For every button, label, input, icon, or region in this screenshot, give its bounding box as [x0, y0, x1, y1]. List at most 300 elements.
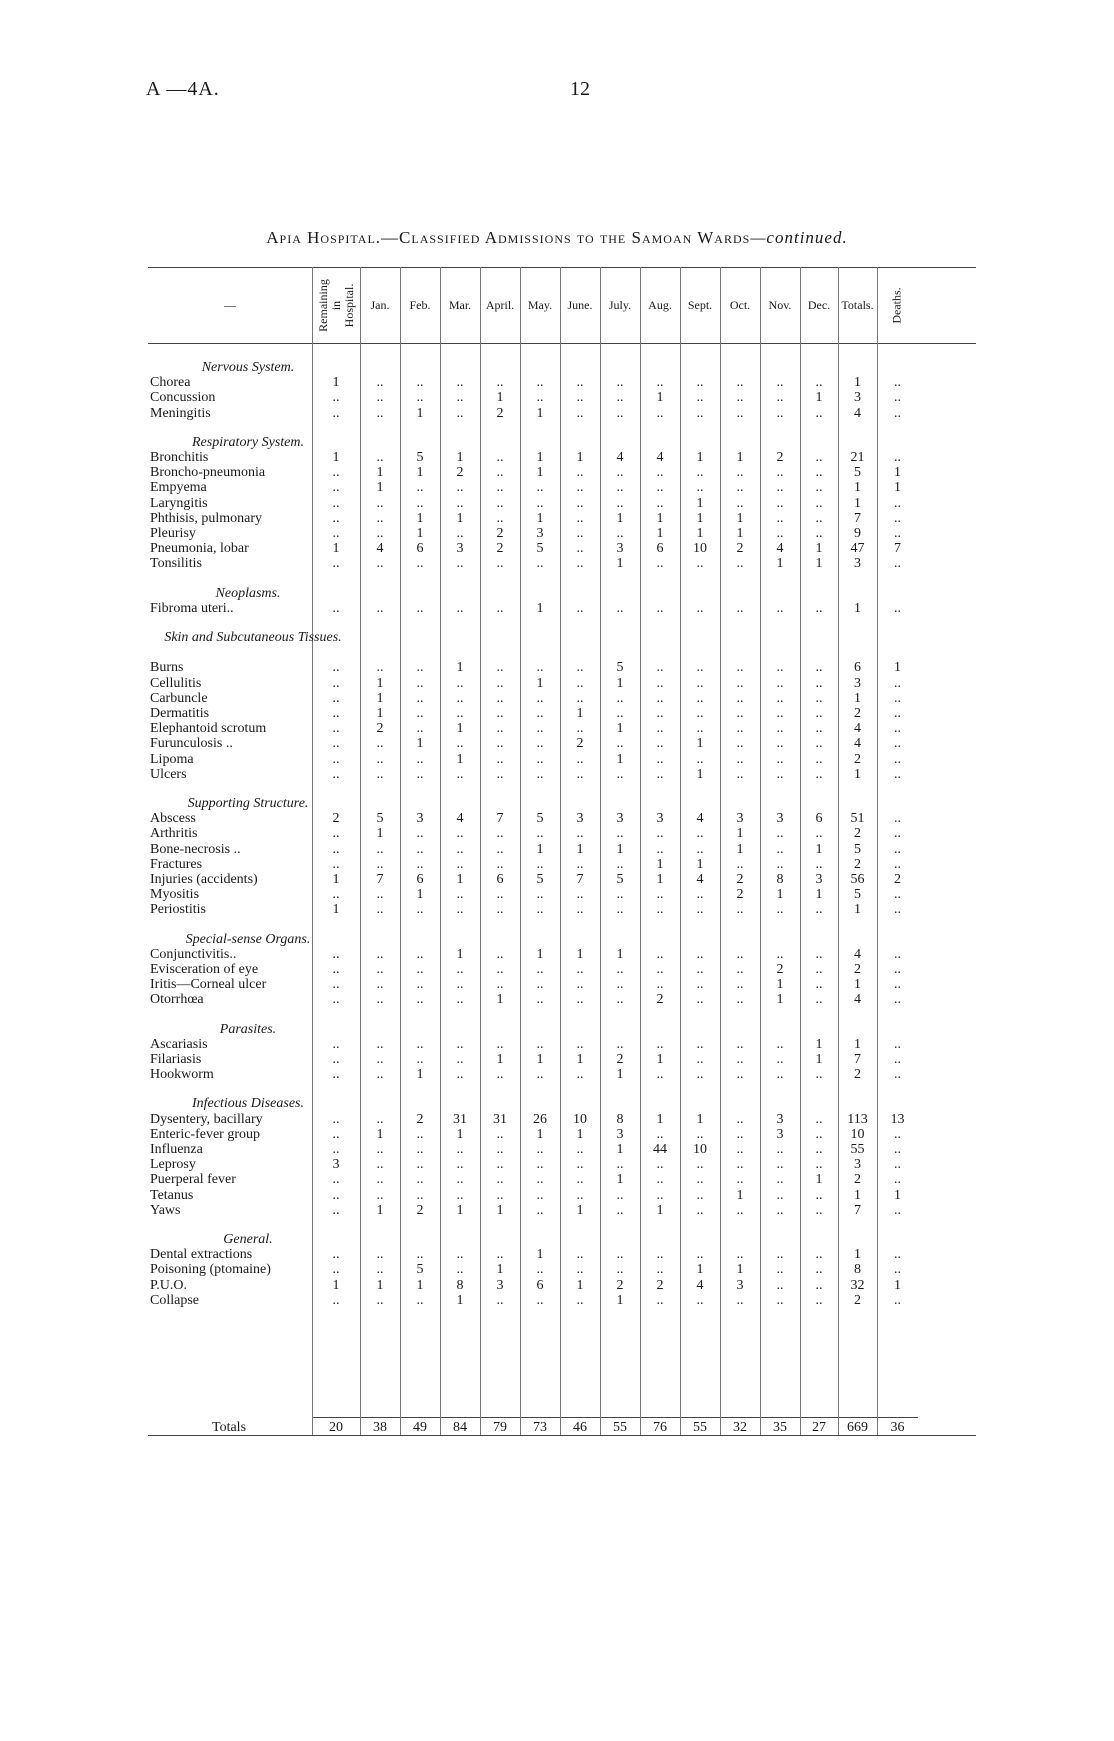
row-cell: ..	[815, 1067, 823, 1083]
row-cell: 4	[616, 450, 624, 465]
row-cell: ..	[894, 902, 901, 918]
column-header-label: Deaths.	[889, 286, 904, 324]
row-cell: ..	[536, 1067, 544, 1083]
row-cell: ..	[696, 977, 704, 993]
row-cell: ..	[815, 660, 823, 676]
row-cell: ..	[776, 660, 784, 676]
row-cell: ..	[736, 390, 744, 406]
row-cell: ..	[656, 826, 664, 842]
row-cell: 7	[854, 510, 861, 526]
table-row	[148, 1157, 976, 1173]
row-cell: 113	[847, 1111, 868, 1127]
row-cell: ..	[656, 1036, 664, 1052]
row-cell: ..	[576, 856, 584, 872]
row-cell: ..	[815, 450, 823, 465]
row-cell: ..	[376, 736, 384, 752]
row-cell: ..	[376, 390, 384, 406]
row-cell: 56	[850, 872, 865, 887]
row-cell: ..	[894, 811, 901, 827]
table-row	[148, 556, 976, 572]
row-cell: ..	[776, 946, 784, 962]
row-cell: ..	[496, 962, 504, 977]
row-cell: ..	[536, 480, 544, 496]
row-cell: 1	[696, 1111, 704, 1127]
row-cell: ..	[815, 1157, 823, 1173]
row-cell: 2	[776, 450, 784, 465]
totals-cell: 84	[453, 1420, 467, 1435]
row-cell: ..	[416, 992, 424, 1008]
row-cell: ..	[776, 1142, 784, 1157]
row-cell: ..	[536, 1172, 544, 1188]
row-cell: 2	[854, 1067, 861, 1083]
row-cell: ..	[496, 856, 504, 872]
row-cell: 1	[696, 766, 704, 782]
row-cell: ..	[776, 706, 784, 721]
row-cell: ..	[894, 721, 901, 737]
row-cell: 4	[656, 450, 664, 465]
row-cell: ..	[894, 556, 901, 572]
row-cell: 2	[496, 405, 504, 421]
row-cell: ..	[456, 736, 464, 752]
row-cell: 1	[776, 887, 784, 903]
row-cell: ..	[656, 480, 664, 496]
row-cell: ..	[894, 856, 901, 872]
row-cell: 1	[616, 946, 624, 962]
row-cell: ..	[696, 690, 704, 706]
row-cell: ..	[616, 495, 624, 511]
table-row	[148, 1203, 976, 1219]
row-cell: ..	[656, 1247, 664, 1263]
row-cell: 2	[736, 887, 744, 903]
row-cell: 1	[376, 1202, 384, 1218]
row-cell: ..	[456, 1262, 464, 1278]
row-cell: 4	[854, 992, 861, 1008]
row-cell: ..	[776, 390, 784, 406]
row-cell: ..	[576, 721, 584, 737]
row-cell: ..	[815, 1187, 823, 1203]
section-heading: Nervous System.	[201, 360, 295, 375]
row-cell: ..	[332, 751, 340, 767]
table-row	[148, 1188, 976, 1204]
row-cell: 3	[736, 811, 744, 827]
row-cell: 2	[332, 811, 340, 827]
row-cell: ..	[576, 887, 584, 903]
totals-cell: 55	[693, 1420, 707, 1435]
row-cell: ..	[656, 887, 664, 903]
row-cell: 1	[894, 1277, 901, 1293]
row-cell: ..	[815, 1142, 823, 1157]
column-header	[440, 267, 480, 343]
row-cell: ..	[332, 1187, 340, 1203]
row-cell: ..	[416, 1157, 424, 1173]
row-cell: 2	[854, 706, 861, 721]
table-row	[148, 826, 976, 842]
row-cell: ..	[376, 1052, 384, 1067]
row-cell: ..	[416, 962, 424, 977]
row-cell: 4	[696, 1277, 704, 1293]
row-label: Evisceration of eye	[150, 962, 259, 977]
row-label: Puerperal fever	[150, 1172, 236, 1188]
row-cell: 6	[416, 872, 424, 887]
row-cell: ..	[736, 690, 744, 706]
row-cell: 1	[536, 405, 544, 421]
row-cell: ..	[576, 1292, 584, 1308]
row-cell: 5	[616, 872, 624, 887]
row-cell: ..	[536, 1187, 544, 1203]
row-cell: ..	[416, 1052, 424, 1067]
row-cell: ..	[536, 887, 544, 903]
row-cell: 1	[736, 1187, 744, 1203]
row-cell: ..	[332, 600, 340, 616]
row-cell: 3	[576, 811, 584, 827]
row-cell: ..	[815, 1292, 823, 1308]
row-cell: ..	[576, 600, 584, 616]
row-cell: ..	[456, 375, 464, 391]
row-cell: ..	[616, 1262, 624, 1278]
row-cell: ..	[576, 541, 584, 557]
row-cell: ..	[416, 1126, 424, 1142]
row-cell: ..	[416, 556, 424, 572]
row-label: Poisoning (ptomaine)	[150, 1262, 271, 1278]
row-cell: 3	[416, 811, 424, 827]
section-heading: Skin and Subcutaneous Tissues.	[164, 630, 342, 645]
column-header-label: June.	[567, 297, 593, 312]
row-cell: ..	[894, 962, 901, 977]
row-cell: ..	[656, 1187, 664, 1203]
row-cell: ..	[736, 1052, 744, 1067]
row-cell: ..	[736, 856, 744, 872]
row-cell: 3	[776, 1111, 784, 1127]
row-label: Elephantoid scrotum	[150, 721, 267, 737]
row-cell: ..	[736, 465, 744, 481]
row-cell: ..	[576, 1036, 584, 1052]
row-cell: ..	[696, 375, 704, 391]
row-label: Broncho-pneumonia	[150, 465, 266, 481]
row-cell: 1	[696, 510, 704, 526]
row-cell: ..	[894, 1172, 901, 1188]
table-row	[148, 1112, 976, 1128]
row-cell: ..	[456, 690, 464, 706]
column-header	[560, 267, 600, 343]
row-cell: ..	[376, 1292, 384, 1308]
row-cell: ..	[332, 390, 340, 406]
row-cell: ..	[332, 510, 340, 526]
row-cell: ..	[496, 751, 504, 767]
row-cell: ..	[536, 390, 544, 406]
row-label: Myositis	[150, 887, 200, 903]
row-cell: ..	[416, 1172, 424, 1188]
row-cell: ..	[736, 675, 744, 691]
row-cell: ..	[616, 1157, 624, 1173]
row-cell: 1	[536, 675, 544, 691]
row-cell: ..	[536, 1142, 544, 1157]
row-cell: ..	[815, 706, 823, 721]
table-row	[148, 676, 976, 692]
row-cell: ..	[416, 690, 424, 706]
row-cell: ..	[776, 1247, 784, 1263]
row-cell: ..	[616, 375, 624, 391]
row-cell: ..	[496, 1172, 504, 1188]
row-label: Ulcers	[150, 766, 187, 782]
row-cell: ..	[332, 1067, 340, 1083]
row-cell: ..	[776, 600, 784, 616]
row-cell: ..	[376, 887, 384, 903]
row-cell: ..	[815, 977, 823, 993]
row-cell: 7	[376, 872, 384, 887]
row-cell: ..	[656, 751, 664, 767]
row-cell: ..	[776, 902, 784, 918]
row-cell: ..	[576, 390, 584, 406]
table-row	[148, 406, 976, 422]
row-cell: 1	[815, 556, 823, 572]
row-cell: 1	[696, 495, 704, 511]
section-heading: Neoplasms.	[215, 585, 281, 601]
row-label: Iritis—Corneal ulcer	[150, 977, 267, 993]
row-cell: 1	[456, 946, 464, 962]
row-cell: 1	[456, 1292, 464, 1308]
row-cell: ..	[332, 946, 340, 962]
row-cell: 1	[815, 887, 823, 903]
row-cell: ..	[776, 675, 784, 691]
row-cell: ..	[496, 510, 504, 526]
row-cell: ..	[776, 465, 784, 481]
row-cell: ..	[536, 826, 544, 842]
row-cell: ..	[416, 1247, 424, 1263]
table-row	[148, 1052, 976, 1068]
table-row	[148, 857, 976, 873]
row-cell: ..	[894, 1142, 901, 1157]
row-cell: 1	[696, 856, 704, 872]
row-cell: ..	[776, 510, 784, 526]
row-cell: 1	[456, 450, 464, 465]
row-cell: 1	[736, 826, 744, 842]
row-cell: 3	[854, 390, 861, 406]
row-cell: 1	[416, 465, 424, 481]
row-cell: ..	[332, 495, 340, 511]
table-row	[148, 872, 976, 888]
row-cell: ..	[332, 675, 340, 691]
row-cell: 1	[536, 510, 544, 526]
row-cell: ..	[536, 721, 544, 737]
row-cell: ..	[456, 962, 464, 977]
row-cell: ..	[894, 751, 901, 767]
row-cell: ..	[696, 992, 704, 1008]
row-cell: 8	[456, 1277, 464, 1293]
row-cell: 2	[854, 751, 861, 767]
row-cell: 31	[493, 1111, 507, 1127]
row-cell: 1	[776, 977, 784, 993]
row-cell: 4	[854, 736, 861, 752]
row-cell: 1	[536, 1247, 544, 1263]
row-cell: ..	[456, 1036, 464, 1052]
row-cell: ..	[776, 841, 784, 857]
row-cell: ..	[815, 526, 823, 541]
totals-cell: 36	[890, 1420, 905, 1435]
row-cell: ..	[576, 751, 584, 767]
row-cell: 1	[656, 856, 664, 872]
table-row	[148, 450, 976, 466]
row-cell: 7	[894, 541, 901, 557]
row-cell: ..	[576, 375, 584, 391]
row-cell: ..	[576, 766, 584, 782]
row-cell: ..	[696, 556, 704, 572]
column-header	[360, 267, 400, 343]
totals-row	[148, 1420, 976, 1436]
row-cell: ..	[894, 375, 901, 391]
totals-label: Totals	[212, 1420, 247, 1435]
row-cell: ..	[616, 992, 624, 1008]
row-cell: 1	[536, 1126, 544, 1142]
row-cell: 1	[815, 1052, 823, 1067]
column-header-label: Jan.	[370, 297, 390, 312]
row-label: Leprosy	[150, 1157, 196, 1173]
row-cell: 1	[456, 1202, 464, 1218]
row-cell: ..	[815, 495, 823, 511]
row-cell: ..	[656, 556, 664, 572]
row-label: Lipoma	[150, 751, 194, 767]
column-header	[640, 267, 680, 343]
row-cell: 5	[416, 450, 424, 465]
row-cell: ..	[456, 992, 464, 1008]
row-cell: ..	[815, 856, 823, 872]
row-label: Enteric-fever group	[150, 1126, 260, 1142]
row-cell: 10	[850, 1126, 865, 1142]
row-cell: ..	[656, 706, 664, 721]
row-cell: 1	[894, 660, 901, 676]
row-cell: ..	[576, 1067, 584, 1083]
row-cell: ..	[616, 766, 624, 782]
table-row	[148, 842, 976, 858]
row-cell: ..	[894, 992, 901, 1008]
row-cell: ..	[894, 1036, 901, 1052]
row-cell: 1	[416, 1277, 424, 1293]
row-cell: 1	[736, 450, 744, 465]
row-cell: ..	[536, 992, 544, 1008]
table-row	[148, 962, 976, 978]
row-cell: 5	[536, 541, 544, 557]
row-cell: 1	[456, 751, 464, 767]
row-cell: 1	[815, 841, 823, 857]
table-row	[148, 977, 976, 993]
row-cell: 1	[536, 1052, 544, 1067]
title-main: Apia Hospital.—Classified Admissions to the Samoan Wards	[266, 228, 751, 247]
row-cell: ..	[332, 766, 340, 782]
row-cell: ..	[536, 902, 544, 918]
row-cell: 55	[850, 1142, 865, 1157]
page-number: 12	[570, 78, 590, 100]
row-cell: ..	[376, 510, 384, 526]
row-cell: ..	[496, 887, 504, 903]
row-cell: ..	[776, 1157, 784, 1173]
row-cell: ..	[776, 526, 784, 541]
row-cell: 5	[854, 465, 861, 481]
row-cell: ..	[536, 751, 544, 767]
row-cell: 2	[854, 1172, 861, 1188]
row-cell: ..	[496, 660, 504, 676]
row-cell: ..	[616, 405, 624, 421]
row-cell: ..	[376, 405, 384, 421]
table-row	[148, 526, 976, 542]
column-header	[312, 267, 360, 343]
table-row	[148, 1262, 976, 1278]
table-row	[148, 811, 976, 827]
row-cell: ..	[496, 977, 504, 993]
row-cell: ..	[736, 495, 744, 511]
section-heading: General.	[223, 1232, 273, 1247]
row-cell: ..	[776, 1292, 784, 1308]
row-cell: ..	[776, 1036, 784, 1052]
row-cell: 6	[416, 541, 424, 557]
row-label: Influenza	[150, 1142, 203, 1157]
row-cell: ..	[496, 841, 504, 857]
row-cell: ..	[736, 405, 744, 421]
row-cell: ..	[776, 1187, 784, 1203]
row-label: Arthritis	[150, 826, 198, 842]
column-header	[480, 267, 520, 343]
row-cell: 1	[815, 1172, 823, 1188]
row-cell: ..	[616, 465, 624, 481]
row-cell: 7	[576, 872, 584, 887]
row-cell: ..	[656, 946, 664, 962]
table-title	[0, 228, 1114, 248]
row-cell: ..	[496, 1036, 504, 1052]
row-cell: ..	[815, 405, 823, 421]
row-cell: ..	[736, 660, 744, 676]
row-cell: ..	[496, 902, 504, 918]
row-cell: ..	[616, 1036, 624, 1052]
row-cell: ..	[332, 826, 340, 842]
row-cell: ..	[656, 962, 664, 977]
row-cell: ..	[894, 526, 901, 541]
column-header	[148, 267, 312, 343]
row-cell: ..	[696, 675, 704, 691]
row-cell: ..	[332, 1262, 340, 1278]
row-cell: ..	[416, 600, 424, 616]
row-label: Concussion	[150, 390, 216, 406]
row-cell: ..	[376, 962, 384, 977]
row-cell: ..	[815, 1247, 823, 1263]
row-cell: 4	[376, 541, 384, 557]
row-cell: ..	[536, 706, 544, 721]
row-cell: ..	[496, 826, 504, 842]
row-label: Dysentery, bacillary	[150, 1111, 263, 1127]
row-cell: 4	[854, 405, 861, 421]
row-cell: 1	[656, 526, 664, 541]
row-cell: 5	[416, 1262, 424, 1278]
row-cell: 10	[573, 1111, 587, 1127]
row-cell: ..	[736, 1067, 744, 1083]
row-cell: ..	[576, 826, 584, 842]
row-cell: 1	[332, 872, 340, 887]
row-cell: 1	[456, 872, 464, 887]
row-cell: ..	[776, 1052, 784, 1067]
column-header	[800, 267, 838, 343]
row-cell: ..	[416, 1142, 424, 1157]
row-cell: 3	[616, 811, 624, 827]
row-cell: ..	[332, 992, 340, 1008]
row-cell: 5	[616, 660, 624, 676]
table-row	[148, 660, 976, 676]
row-cell: ..	[456, 600, 464, 616]
row-cell: ..	[736, 977, 744, 993]
row-cell: ..	[376, 660, 384, 676]
row-cell: ..	[696, 465, 704, 481]
row-cell: 1	[536, 450, 544, 465]
row-cell: ..	[736, 1142, 744, 1157]
row-cell: 3	[616, 541, 624, 557]
row-cell: ..	[576, 510, 584, 526]
row-label: Periostitis	[150, 902, 207, 918]
